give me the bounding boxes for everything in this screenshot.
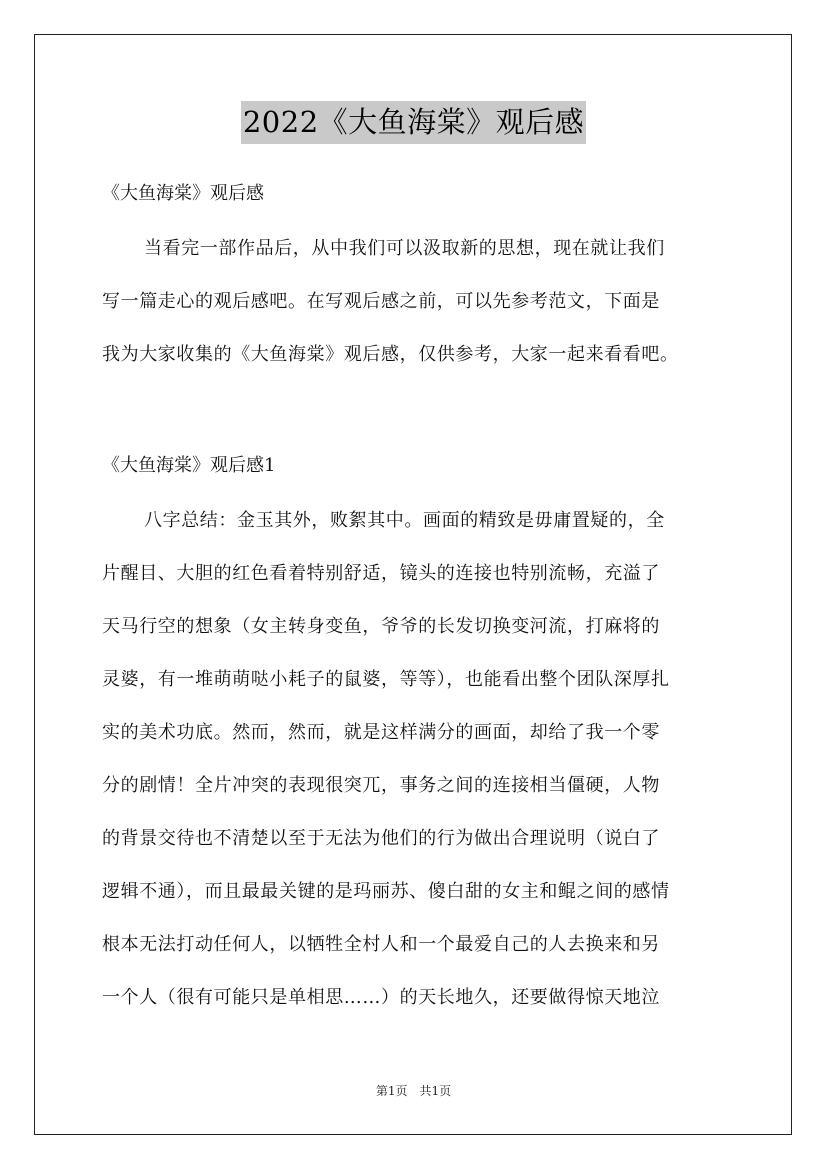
paragraph-line: 一个人（很有可能只是单相思……）的天长地久，还要做得惊天地泣 xyxy=(102,987,660,1008)
intro-heading: 《大鱼海棠》观后感 xyxy=(102,183,264,204)
section1-paragraph xyxy=(102,509,742,1039)
paragraph-line: 分的剧情！全片冲突的表现很突兀，事务之间的连接相当僵硬，人物 xyxy=(102,775,660,796)
page-total: 共1页 xyxy=(419,1084,452,1098)
paragraph-line: 写一篇走心的观后感吧。在写观后感之前，可以先参考范文，下面是 xyxy=(102,291,660,312)
paragraph-line: 当看完一部作品后，从中我们可以汲取新的思想，现在就让我们 xyxy=(144,238,665,259)
paragraph-line: 天马行空的想象（女主转身变鱼，爷爷的长发切换变河流，打麻将的 xyxy=(102,616,660,637)
document-title: 2022《大鱼海棠》观后感 xyxy=(241,101,586,144)
title-container xyxy=(0,101,827,144)
paragraph-line: 根本无法打动任何人，以牺牲全村人和一个最爱自己的人去换来和另 xyxy=(102,934,660,955)
section1-heading: 《大鱼海棠》观后感1 xyxy=(102,455,276,476)
paragraph-line: 八字总结：金玉其外，败絮其中。画面的精致是毋庸置疑的，全 xyxy=(144,510,665,531)
page-number: 第1页 xyxy=(375,1084,408,1098)
paragraph-line: 的背景交待也不清楚以至于无法为他们的行为做出合理说明（说白了 xyxy=(102,828,660,849)
paragraph-line: 我为大家收集的《大鱼海棠》观后感，仅供参考，大家一起来看看吧。 xyxy=(102,344,679,365)
paragraph-line: 实的美术功底。然而，然而，就是这样满分的画面，却给了我一个零 xyxy=(102,722,660,743)
paragraph-line: 逻辑不通），而且最最关键的是玛丽苏、傻白甜的女主和鲲之间的感情 xyxy=(102,881,670,902)
paragraph-line: 灵婆，有一堆萌萌哒小耗子的鼠婆，等等），也能看出整个团队深厚扎 xyxy=(102,669,670,690)
paragraph-line: 片醒目、大胆的红色看着特别舒适，镜头的连接也特别流畅，充溢了 xyxy=(102,563,660,584)
page-footer xyxy=(0,1083,827,1099)
intro-paragraph xyxy=(102,237,742,396)
